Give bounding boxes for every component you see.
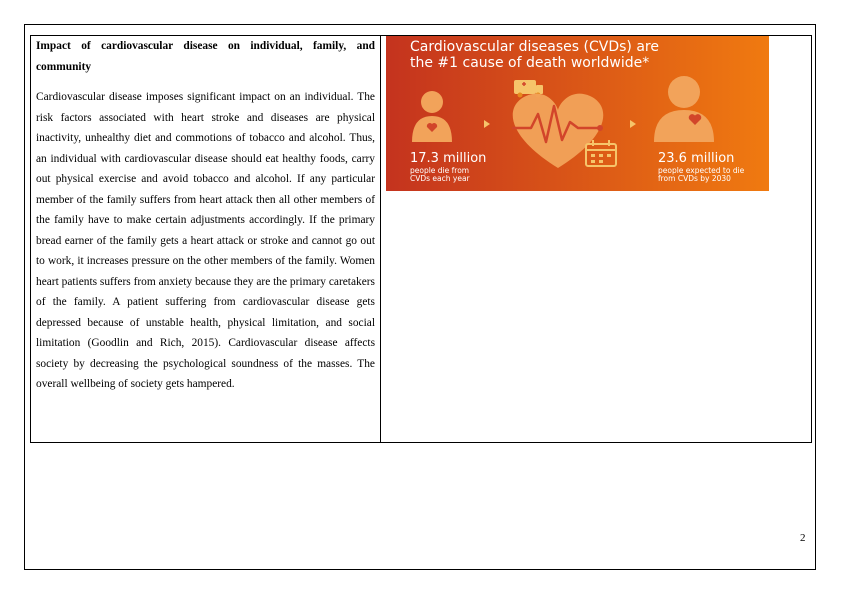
infographic-title-line2: the #1 cause of death worldwide* — [410, 55, 650, 71]
stat-right-caption-line1: people expected to die — [658, 166, 745, 175]
stat-left-caption-line1: people die from — [410, 166, 470, 175]
page-number: 2 — [800, 532, 806, 544]
stat-right-value: 23.6 million — [658, 151, 735, 166]
column-divider — [380, 36, 381, 442]
stat-right-caption-line2: from CVDs by 2030 — [658, 174, 731, 183]
infographic-graphic — [386, 36, 769, 191]
cvd-infographic — [386, 36, 769, 191]
section-heading: Impact of cardiovascular disease on individual, family, and community — [36, 40, 375, 73]
content-table — [30, 35, 812, 443]
stat-left-caption-line2: CVDs each year — [410, 174, 470, 183]
text-cell — [36, 36, 375, 395]
infographic-title-line1: Cardiovascular diseases (CVDs) are — [410, 39, 659, 55]
body-paragraph: Cardiovascular disease imposes significant impact on an individual. The risk factors associated with heart stroke and diseases are physical inactivity, unhealthy diet and commotions of tobacco and alcohol. Thus, an individual with cardiovascular disease should eat healthy foods, carry out physical exercise and avoid tobacco and alcohol. If any particular member of the family suffers from heart attack then all other members of the family have to make certain adjustments accordingly. If the primary bread earner of the family gets a heart attack or stroke and cannot go out to work, it increases pressure on the other members of the family. Women heart patients suffers from anxiety because they are the primary caretakers of the family. A patient suffering from cardiovascular disease gets depressed because of unstable health, physical limitation, and social limitation (Goodlin and Rich, 2015). Cardiovascular disease affects society by decreasing the psychological soundness of the masses. The overall wellbeing of society gets hampered. — [36, 91, 375, 390]
stat-left-value: 17.3 million — [410, 151, 487, 166]
